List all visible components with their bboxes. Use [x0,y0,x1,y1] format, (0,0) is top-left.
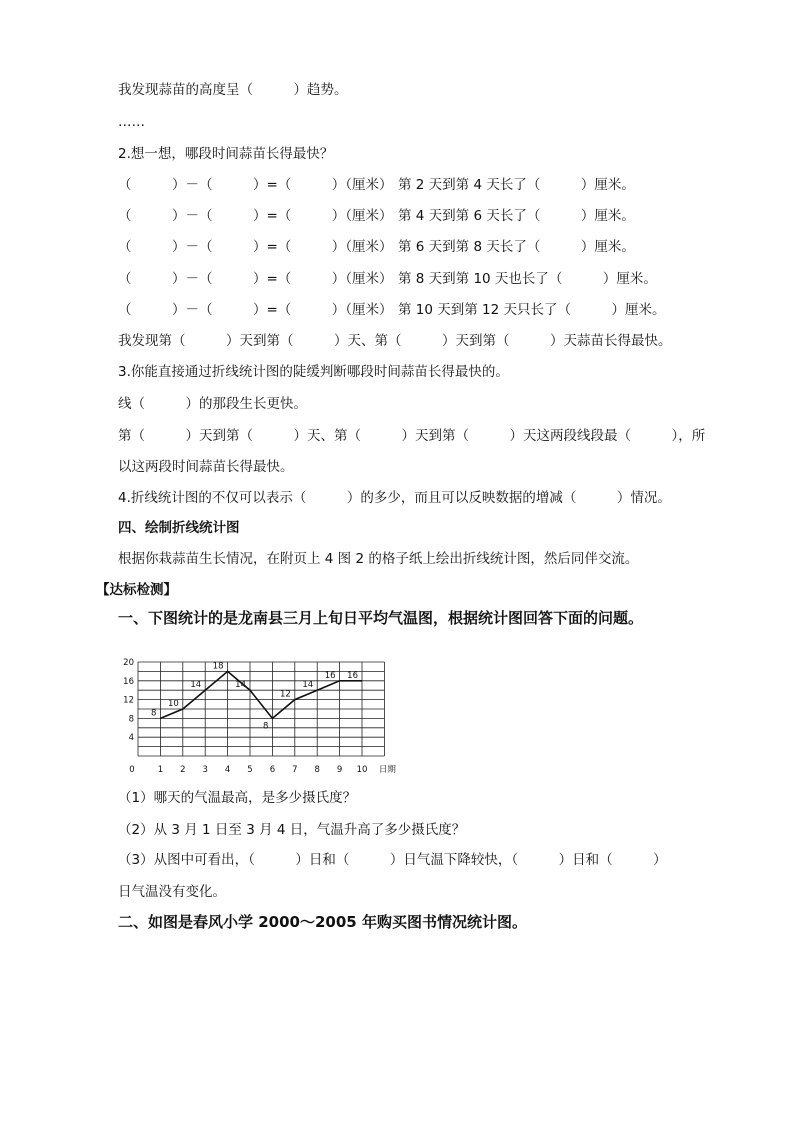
x-tick-label: 4 [224,765,231,775]
x-tick-label: 1 [157,765,164,775]
y-tick-label: 16 [123,676,134,687]
y-tick-label: 4 [128,733,134,744]
sub-question-1: （1）哪天的气温最高，是多少摄氏度？ [118,790,357,806]
x-tick-label: 8 [314,765,320,775]
calc-expression: （ ）－（ ）=（ ）（厘米） [118,177,393,193]
ellipsis-line: …… [118,114,145,130]
data-label: 10 [167,699,179,709]
sub-question-3-cont: 日气温没有变化。 [118,884,226,900]
calc-description: 第 8 天到第 10 天也长了（ ）厘米。 [398,271,657,287]
calc-description: 第 2 天到第 4 天长了（ ）厘米。 [398,177,635,193]
data-label: 14 [302,680,314,691]
calc-expression: （ ）－（ ）=（ ）（厘米） [118,302,393,318]
question-3-heading: 3.你能直接通过折线统计图的陡缓判断哪段时间蒜苗长得最快的。 [118,364,509,380]
x-tick-label: 6 [269,765,276,775]
sub-question-3: （3）从图中可看出，（ ）日和（ ）日气温下降较快，（ ）日和（ ） [118,852,667,868]
x-tick-label: 0 [129,765,135,775]
intro-line: 我发现蒜苗的高度呈（ ）趋势。 [118,82,348,98]
data-label: 16 [347,670,358,681]
data-label: 12 [279,689,291,700]
y-tick-label: 8 [128,714,134,725]
x-tick-label: 7 [292,765,298,775]
x-tick-label: 5 [247,765,253,775]
check-section-heading: 【达标检测】 [96,582,177,598]
question-one-title: 一、下图统计的是龙南县三月上旬日平均气温图，根据统计图回答下面的问题。 [118,609,644,627]
temperature-line-chart [110,640,420,785]
steep-segment-text: 第（ ）天到第（ ）天、第（ ）天到第（ ）天这两段线段最（ ），所 [118,428,706,444]
calc-description: 第 6 天到第 8 天长了（ ）厘米。 [398,239,635,255]
data-label: 8 [150,708,157,719]
x-tick-label: 2 [180,765,186,775]
y-tick-label: 20 [123,658,134,668]
x-tick-label: 10 [356,765,368,775]
calc-expression: （ ）－（ ）=（ ）（厘米） [118,271,393,287]
data-label: 18 [212,661,224,672]
question-two-title: 二、如图是春风小学 2000～2005 年购买图书情况统计图。 [118,913,527,931]
data-label: 14 [190,680,202,691]
drawing-instruction: 根据你栽蒜苗生长情况，在附页上 4 图 2 的格子纸上绘出折线统计图，然后同伴交流。 [118,551,639,567]
line-steep-text: 线（ ）的那段生长更快。 [118,396,307,412]
steep-segment-text-cont: 以这两段时间蒜苗长得最快。 [118,459,294,475]
section-4-heading: 四、绘制折线统计图 [118,520,240,536]
x-axis-label: 日期 [378,765,396,775]
calc-description: 第 4 天到第 6 天长了（ ）厘米。 [398,208,635,224]
sub-question-2: （2）从 3 月 1 日至 3 月 4 日，气温升高了多少摄氏度？ [118,822,466,838]
x-tick-label: 9 [336,765,343,775]
calc-expression: （ ）－（ ）=（ ）（厘米） [118,239,393,255]
data-label: 16 [324,670,336,681]
question-2-heading: 2.想一想，哪段时间蒜苗长得最快？ [118,146,334,162]
x-tick-label: 3 [202,765,208,775]
y-tick-label: 12 [123,695,134,706]
calc-description: 第 10 天到第 12 天只长了（ ）厘米。 [398,302,666,318]
calc-expression: （ ）－（ ）=（ ）（厘米） [118,208,393,224]
data-label: 8 [262,721,269,732]
question-4-text: 4.折线统计图的不仅可以表示（ ）的多少，而且可以反映数据的增减（ ）情况。 [118,490,671,506]
data-label: 14 [235,680,246,691]
finding-line: 我发现第（ ）天到第（ ）天、第（ ）天到第（ ）天蒜苗长得最快。 [118,333,672,349]
